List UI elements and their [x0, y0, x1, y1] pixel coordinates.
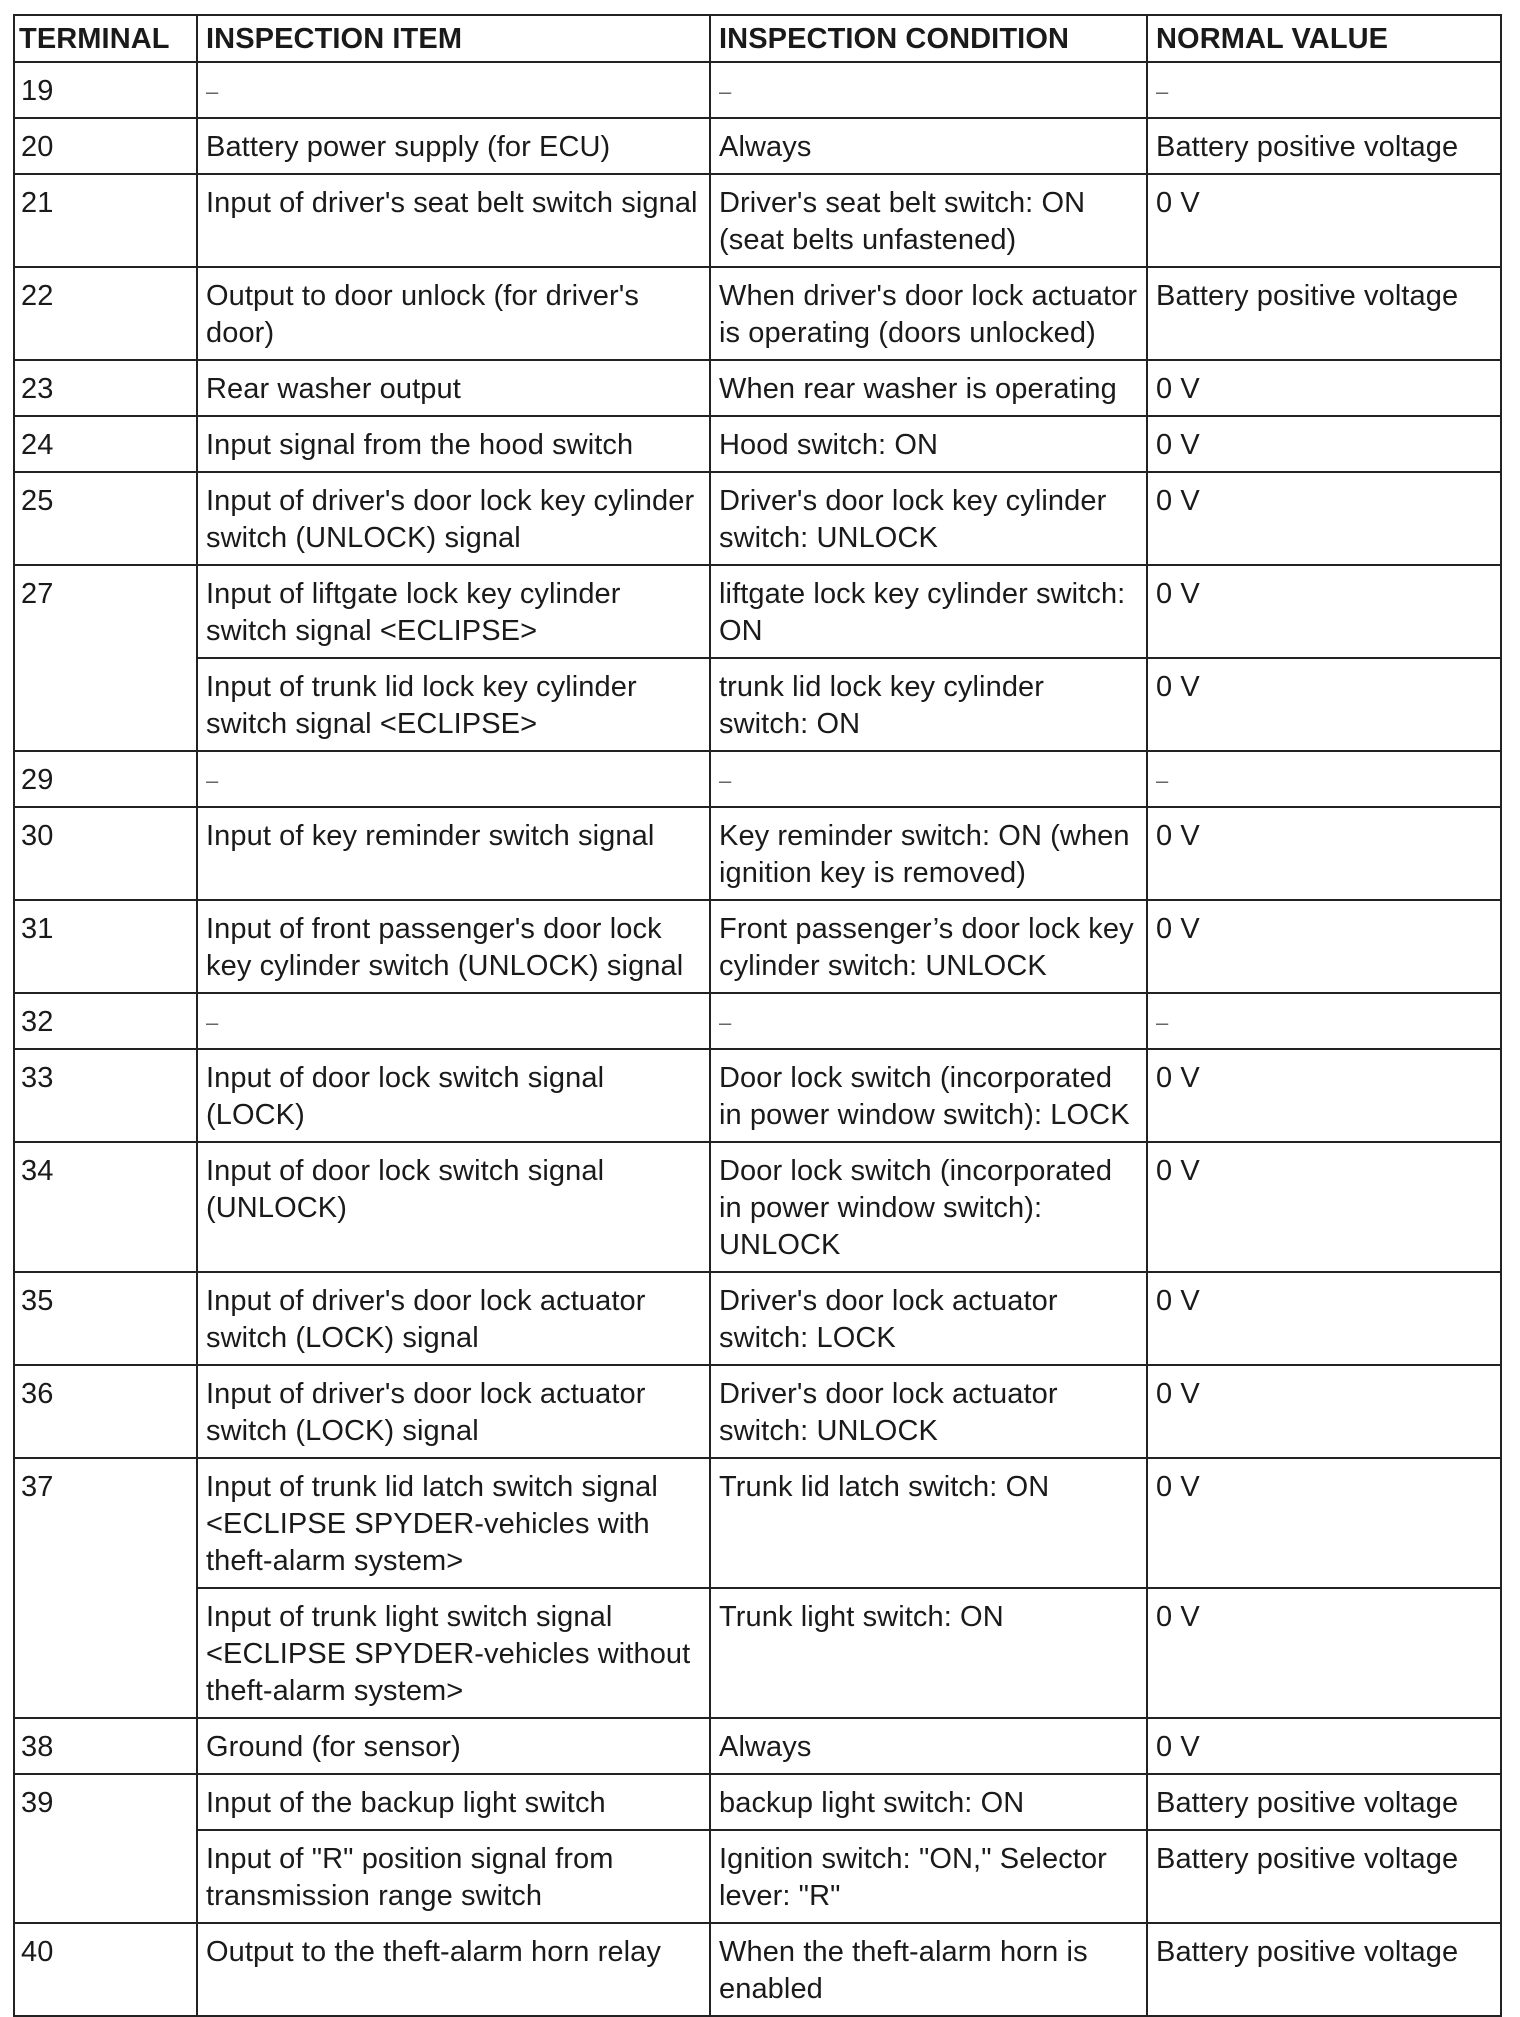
normal-value-cell: 0 V	[1147, 1365, 1501, 1458]
terminal-cell: 21	[14, 174, 197, 267]
inspection-condition-cell: Always	[710, 118, 1147, 174]
inspection-condition-cell: Door lock switch (incorporated in power window switch): UNLOCK	[710, 1142, 1147, 1272]
terminal-cell: 29	[14, 751, 197, 807]
table-row	[14, 62, 1501, 118]
table-row	[14, 993, 1501, 1049]
terminal-cell: 36	[14, 1365, 197, 1458]
normal-value-cell: 0 V	[1147, 1458, 1501, 1588]
inspection-item-cell: Input of key reminder switch signal	[197, 807, 710, 900]
table-row	[14, 900, 1501, 993]
table-row	[14, 1830, 1501, 1923]
inspection-item-cell: Input of door lock switch signal (LOCK)	[197, 1049, 710, 1142]
normal-value-cell: 0 V	[1147, 416, 1501, 472]
normal-value-cell: –	[1147, 751, 1501, 807]
inspection-item-cell: Rear washer output	[197, 360, 710, 416]
terminal-cell: 32	[14, 993, 197, 1049]
inspection-condition-cell: When the theft-alarm horn is enabled	[710, 1923, 1147, 2016]
inspection-item-cell: –	[197, 62, 710, 118]
header-inspection-item: INSPECTION ITEM	[197, 15, 710, 62]
header-row	[14, 15, 1501, 62]
normal-value-cell: 0 V	[1147, 1049, 1501, 1142]
terminal-cell: 27	[14, 565, 197, 751]
normal-value-cell: Battery positive voltage	[1147, 267, 1501, 360]
inspection-condition-cell: –	[710, 993, 1147, 1049]
normal-value-cell: 0 V	[1147, 174, 1501, 267]
inspection-condition-cell: Key reminder switch: ON (when ignition key is removed)	[710, 807, 1147, 900]
inspection-table	[13, 14, 1502, 2017]
inspection-condition-cell: Driver's door lock key cylinder switch: UNLOCK	[710, 472, 1147, 565]
inspection-condition-cell: Trunk light switch: ON	[710, 1588, 1147, 1718]
normal-value-cell: 0 V	[1147, 807, 1501, 900]
table-row	[14, 1588, 1501, 1718]
inspection-condition-cell: backup light switch: ON	[710, 1774, 1147, 1830]
inspection-item-cell: Input of trunk light switch signal <ECLIPSE SPYDER-vehicles without theft-alarm system>	[197, 1588, 710, 1718]
inspection-item-cell: Input of trunk lid latch switch signal <ECLIPSE SPYDER-vehicles with theft-alarm system>	[197, 1458, 710, 1588]
inspection-condition-cell: When rear washer is operating	[710, 360, 1147, 416]
inspection-item-cell: Input of driver's door lock key cylinder switch (UNLOCK) signal	[197, 472, 710, 565]
inspection-item-cell: Output to door unlock (for driver's door)	[197, 267, 710, 360]
inspection-item-cell: Input of door lock switch signal (UNLOCK)	[197, 1142, 710, 1272]
terminal-cell: 38	[14, 1718, 197, 1774]
header-normal-value: NORMAL VALUE	[1147, 15, 1501, 62]
inspection-item-cell: Input of front passenger's door lock key cylinder switch (UNLOCK) signal	[197, 900, 710, 993]
inspection-item-cell: Input of liftgate lock key cylinder switch signal <ECLIPSE>	[197, 565, 710, 658]
terminal-cell: 39	[14, 1774, 197, 1923]
normal-value-cell: 0 V	[1147, 565, 1501, 658]
inspection-condition-cell: Hood switch: ON	[710, 416, 1147, 472]
inspection-item-cell: Input of "R" position signal from transmission range switch	[197, 1830, 710, 1923]
normal-value-cell: 0 V	[1147, 1142, 1501, 1272]
inspection-item-cell: Input of driver's door lock actuator switch (LOCK) signal	[197, 1272, 710, 1365]
terminal-cell: 30	[14, 807, 197, 900]
normal-value-cell: 0 V	[1147, 360, 1501, 416]
inspection-condition-cell: Door lock switch (incorporated in power window switch): LOCK	[710, 1049, 1147, 1142]
normal-value-cell: Battery positive voltage	[1147, 1774, 1501, 1830]
table-body	[14, 62, 1501, 2016]
table-row	[14, 1774, 1501, 1830]
normal-value-cell: –	[1147, 62, 1501, 118]
table-row	[14, 1272, 1501, 1365]
inspection-item-cell: –	[197, 993, 710, 1049]
inspection-condition-cell: Driver's door lock actuator switch: UNLOCK	[710, 1365, 1147, 1458]
table-row	[14, 565, 1501, 658]
table-row	[14, 1458, 1501, 1588]
table-row	[14, 1718, 1501, 1774]
table-row	[14, 751, 1501, 807]
inspection-condition-cell: trunk lid lock key cylinder switch: ON	[710, 658, 1147, 751]
table-row	[14, 267, 1501, 360]
terminal-cell: 35	[14, 1272, 197, 1365]
terminal-cell: 25	[14, 472, 197, 565]
table-row	[14, 1923, 1501, 2016]
inspection-condition-cell: Always	[710, 1718, 1147, 1774]
terminal-cell: 33	[14, 1049, 197, 1142]
terminal-cell: 40	[14, 1923, 197, 2016]
normal-value-cell: 0 V	[1147, 1718, 1501, 1774]
terminal-cell: 19	[14, 62, 197, 118]
table-row	[14, 174, 1501, 267]
normal-value-cell: 0 V	[1147, 658, 1501, 751]
inspection-condition-cell: Front passenger’s door lock key cylinder switch: UNLOCK	[710, 900, 1147, 993]
terminal-cell: 22	[14, 267, 197, 360]
terminal-cell: 24	[14, 416, 197, 472]
header-terminal: TERMINAL	[14, 15, 197, 62]
normal-value-cell: –	[1147, 993, 1501, 1049]
table-row	[14, 1142, 1501, 1272]
terminal-cell: 37	[14, 1458, 197, 1718]
inspection-condition-cell: –	[710, 62, 1147, 118]
normal-value-cell: Battery positive voltage	[1147, 118, 1501, 174]
inspection-condition-cell: Driver's seat belt switch: ON (seat belts unfastened)	[710, 174, 1147, 267]
inspection-item-cell: Ground (for sensor)	[197, 1718, 710, 1774]
table-row	[14, 416, 1501, 472]
inspection-item-cell: Output to the theft-alarm horn relay	[197, 1923, 710, 2016]
table-row	[14, 360, 1501, 416]
normal-value-cell: 0 V	[1147, 472, 1501, 565]
normal-value-cell: 0 V	[1147, 900, 1501, 993]
table-row	[14, 472, 1501, 565]
terminal-cell: 20	[14, 118, 197, 174]
inspection-condition-cell: When driver's door lock actuator is operating (doors unlocked)	[710, 267, 1147, 360]
table-row	[14, 658, 1501, 751]
inspection-condition-cell: Ignition switch: "ON," Selector lever: "R"	[710, 1830, 1147, 1923]
inspection-item-cell: –	[197, 751, 710, 807]
normal-value-cell: Battery positive voltage	[1147, 1830, 1501, 1923]
inspection-item-cell: Battery power supply (for ECU)	[197, 118, 710, 174]
header-inspection-condition: INSPECTION CONDITION	[710, 15, 1147, 62]
inspection-item-cell: Input of driver's seat belt switch signal	[197, 174, 710, 267]
normal-value-cell: Battery positive voltage	[1147, 1923, 1501, 2016]
inspection-condition-cell: Trunk lid latch switch: ON	[710, 1458, 1147, 1588]
inspection-condition-cell: liftgate lock key cylinder switch: ON	[710, 565, 1147, 658]
inspection-condition-cell: –	[710, 751, 1147, 807]
table-row	[14, 1049, 1501, 1142]
inspection-item-cell: Input of trunk lid lock key cylinder switch signal <ECLIPSE>	[197, 658, 710, 751]
inspection-condition-cell: Driver's door lock actuator switch: LOCK	[710, 1272, 1147, 1365]
terminal-cell: 31	[14, 900, 197, 993]
normal-value-cell: 0 V	[1147, 1272, 1501, 1365]
normal-value-cell: 0 V	[1147, 1588, 1501, 1718]
inspection-item-cell: Input signal from the hood switch	[197, 416, 710, 472]
inspection-item-cell: Input of the backup light switch	[197, 1774, 710, 1830]
terminal-cell: 34	[14, 1142, 197, 1272]
terminal-cell: 23	[14, 360, 197, 416]
table-row	[14, 118, 1501, 174]
inspection-item-cell: Input of driver's door lock actuator switch (LOCK) signal	[197, 1365, 710, 1458]
table-row	[14, 807, 1501, 900]
table-row	[14, 1365, 1501, 1458]
